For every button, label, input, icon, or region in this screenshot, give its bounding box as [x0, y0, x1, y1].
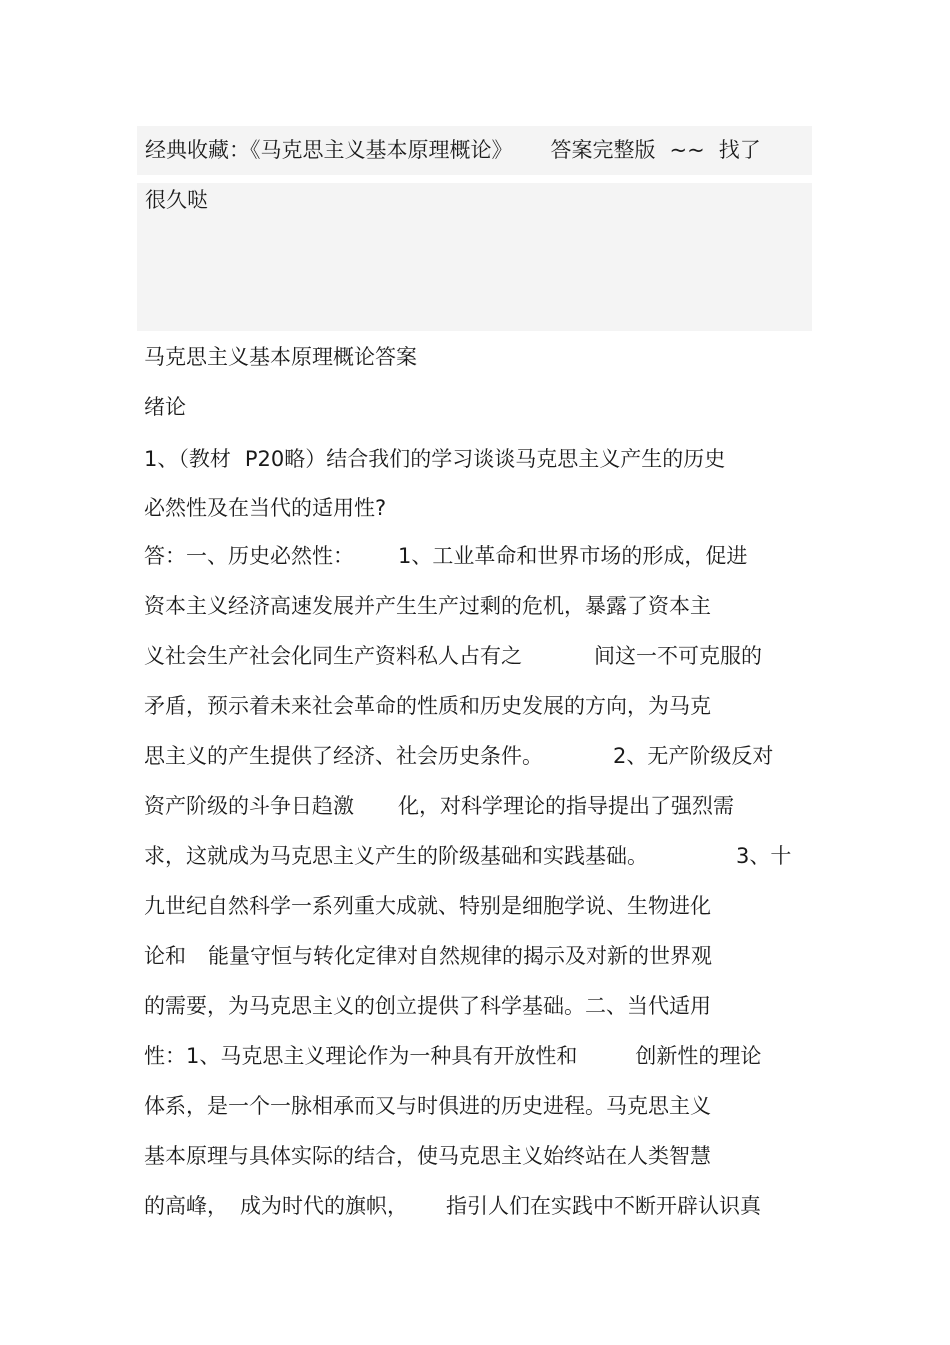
answer-text: 思主义的产生提供了经济、社会历史条件。: [144, 744, 543, 768]
answer-line-5: [144, 742, 773, 770]
answer-line-8: 九世纪自然科学一系列重大成就、特别是细胞学说、生物进化: [144, 894, 711, 918]
answer-text: 论和: [144, 944, 186, 968]
title-part-a: 经典收藏：《马克思主义基本原理概论》: [145, 138, 513, 162]
answer-text: 资产阶级的斗争日趋激: [144, 794, 354, 818]
answer-line-10: 的需要，为马克思主义的创立提供了科学基础。二、当代适用: [144, 994, 711, 1018]
answer-line-13: 基本原理与具体实际的结合，使马克思主义始终站在人类智慧: [144, 1144, 711, 1168]
answer-line-6: [144, 792, 734, 820]
answer-text: 义社会生产社会化同生产资料私人占有之: [144, 644, 522, 668]
answer-text: 性：1、马克思主义理论作为一种具有开放性和: [144, 1044, 578, 1068]
answer-text: 求，这就成为马克思主义产生的阶级基础和实践基础。: [144, 844, 648, 868]
answer-text: 化，对科学理论的指导提出了强烈需: [398, 794, 734, 818]
answer-line-14: [144, 1192, 761, 1220]
answer-text: 答：一、历史必然性：: [144, 544, 354, 568]
document-title-line-1: [145, 136, 761, 164]
answer-line-4: 矛盾，预示着未来社会革命的性质和历史发展的方向，为马克: [144, 694, 711, 718]
section-title: 绪论: [144, 395, 186, 419]
answer-line-3: [144, 642, 762, 670]
title-block: [137, 126, 812, 331]
answer-line-1: [144, 542, 747, 570]
answer-line-11: [144, 1042, 761, 1070]
answer-text: 创新性的理论: [635, 1044, 762, 1068]
title-part-c: ~~: [669, 138, 705, 162]
answer-text: 成为时代的旗帜，: [240, 1194, 408, 1218]
answer-text: 间这一不可克服的: [594, 644, 762, 668]
answer-text: 1、工业革命和世界市场的形成，促进: [398, 544, 748, 568]
heading: 马克思主义基本原理概论答案: [144, 345, 417, 369]
question-line-1: [144, 445, 725, 473]
question-prefix: 1、（教材: [144, 447, 231, 471]
answer-line-12: 体系，是一个一脉相承而又与时俱进的历史进程。马克思主义: [144, 1094, 711, 1118]
question-text: P20略）结合我们的学习谈谈马克思主义产生的历史: [244, 447, 726, 471]
title-band-bottom: [137, 183, 812, 331]
answer-text: 的高峰，: [144, 1194, 228, 1218]
title-part-d: 找了: [718, 138, 761, 162]
question-line-2: 必然性及在当代的适用性?: [144, 496, 387, 520]
answer-text: 2、无产阶级反对: [613, 744, 774, 768]
answer-line-7: [144, 842, 791, 870]
document-title-line-2: 很久哒: [145, 188, 208, 212]
answer-text: 指引人们在实践中不断开辟认识真: [446, 1194, 761, 1218]
answer-line-9: [144, 942, 712, 970]
answer-text: 能量守恒与转化定律对自然规律的揭示及对新的世界观: [208, 944, 712, 968]
title-part-b: 答案完整版: [550, 138, 656, 162]
answer-line-2: 资本主义经济高速发展并产生生产过剩的危机，暴露了资本主: [144, 594, 711, 618]
answer-text: 3、十: [736, 844, 792, 868]
